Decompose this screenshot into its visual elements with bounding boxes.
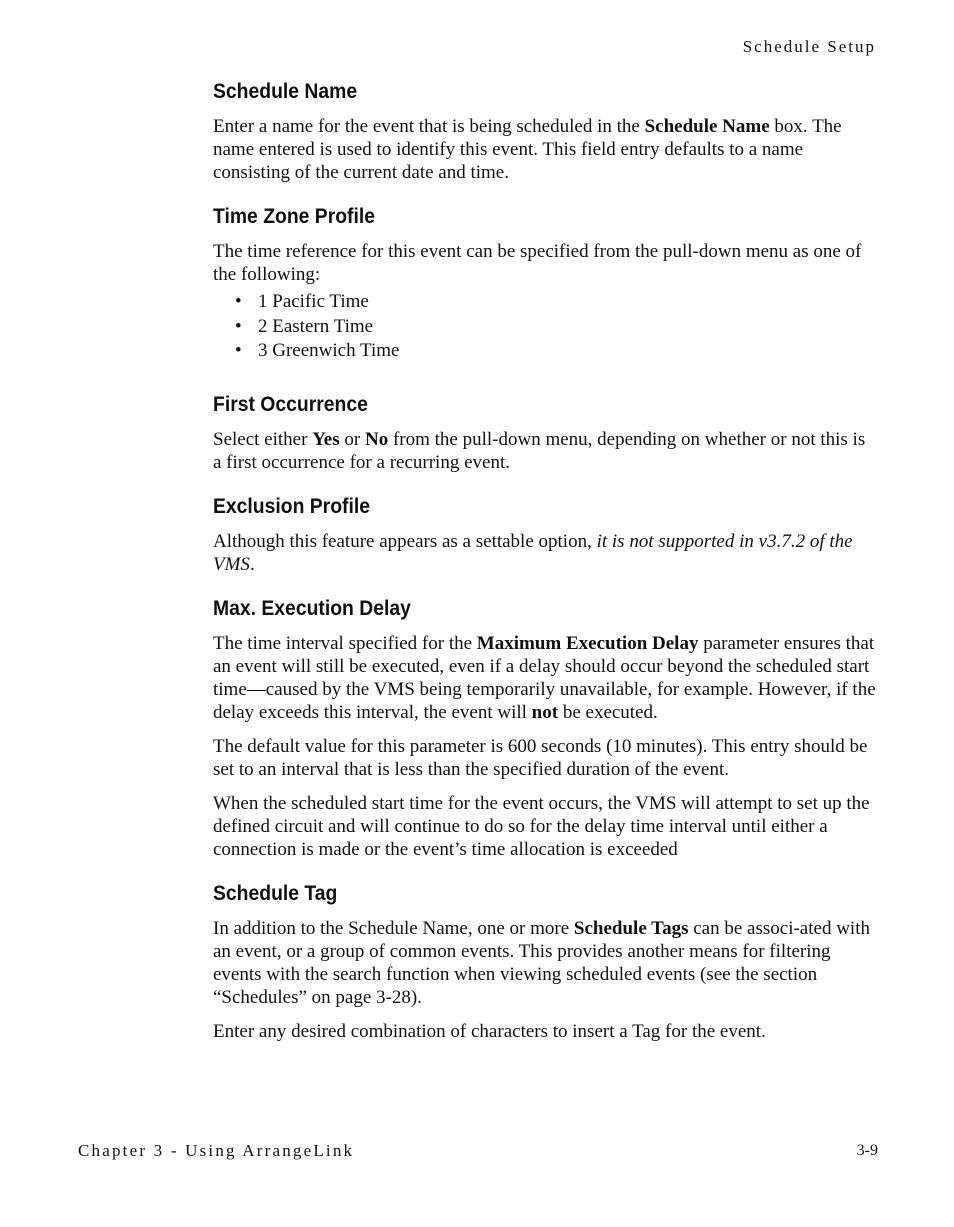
paragraph: When the scheduled start time for the event occurs, the VMS will attempt to set up the defined circuit and will continue to do so for the delay time interval until either a connection is made or the event’s time allocation is exceeded: [213, 792, 870, 860]
section-heading: Exclusion Profile: [213, 493, 370, 518]
paragraph: [213, 115, 878, 184]
italic-note: it is not supported in v3.7.2 of the VMS: [213, 530, 853, 575]
section-heading: Time Zone Profile: [213, 204, 375, 228]
bold-term: Maximum Execution Delay: [476, 632, 699, 654]
bold-term: Schedule Name: [644, 116, 770, 137]
footer-chapter: Chapter 3 - Using ArrangeLink: [78, 1141, 355, 1160]
section-max-execution-delay: [213, 595, 878, 861]
section-exclusion-profile: [213, 493, 878, 576]
text-run: or: [339, 428, 365, 450]
list-item: • 3 Greenwich Time: [235, 339, 878, 364]
paragraph: [213, 530, 878, 576]
text-run: can be associ-ated with an event, or a group of common events. This provides another means for filtering events with the search function when viewing scheduled events (see the section “Schedules” on page 3-28).: [213, 917, 870, 1008]
text-run: from the pull-down menu, depending on whether or not this is a first occurrence for a recurring event.: [213, 428, 866, 473]
text-run: The time interval specified for the: [213, 632, 477, 654]
paragraph: The default value for this parameter is 600 seconds (10 minutes). This entry should be set to an interval that is less than the specified duration of the event.: [213, 735, 868, 780]
text-run: .: [249, 553, 255, 575]
bold-term: Yes: [312, 428, 340, 450]
bullet-list: [213, 290, 878, 364]
paragraph: The time reference for this event can be specified from the pull-down menu as one of the following:: [213, 241, 862, 285]
section-heading: Schedule Name: [213, 79, 358, 103]
text-run: Enter a name for the event that is being scheduled in the: [213, 116, 645, 137]
section-heading: Schedule Tag: [213, 880, 338, 905]
paragraph: [213, 428, 878, 474]
running-header: Schedule Setup: [742, 37, 876, 56]
page-content: [213, 78, 878, 1062]
text-run: box. The name entered is used to identify this event. This field entry defaults to a name consisting of the current date and time.: [213, 116, 842, 183]
section-heading: First Occurrence: [213, 391, 368, 416]
text-run: Although this feature appears as a settable option,: [213, 530, 597, 552]
section-schedule-tag: [213, 880, 878, 1043]
section-heading: Max. Execution Delay: [213, 595, 411, 620]
paragraph: Enter any desired combination of characters to insert a Tag for the event.: [213, 1020, 766, 1042]
section-schedule-name: [213, 78, 878, 184]
text-run: parameter ensures that an event will still be executed, even if a delay should occur beyond the scheduled start time—caused by the VMS being temporarily unavailable, for example. However, if the delay exceeds this interval, the event will: [213, 632, 876, 723]
bold-term: Schedule Tags: [573, 917, 689, 939]
list-item: • 1 Pacific Time: [235, 290, 878, 315]
paragraph: [213, 917, 878, 1009]
text-run: Select either: [213, 428, 313, 450]
bold-term: not: [531, 701, 559, 723]
section-time-zone-profile: [213, 203, 878, 364]
section-first-occurrence: [213, 391, 878, 474]
text-run: be executed.: [558, 701, 658, 723]
bold-term: No: [364, 428, 389, 450]
page-number: 3-9: [856, 1142, 878, 1159]
list-item: • 2 Eastern Time: [235, 315, 878, 340]
paragraph: [213, 632, 878, 724]
text-run: In addition to the Schedule Name, one or more: [213, 917, 574, 939]
